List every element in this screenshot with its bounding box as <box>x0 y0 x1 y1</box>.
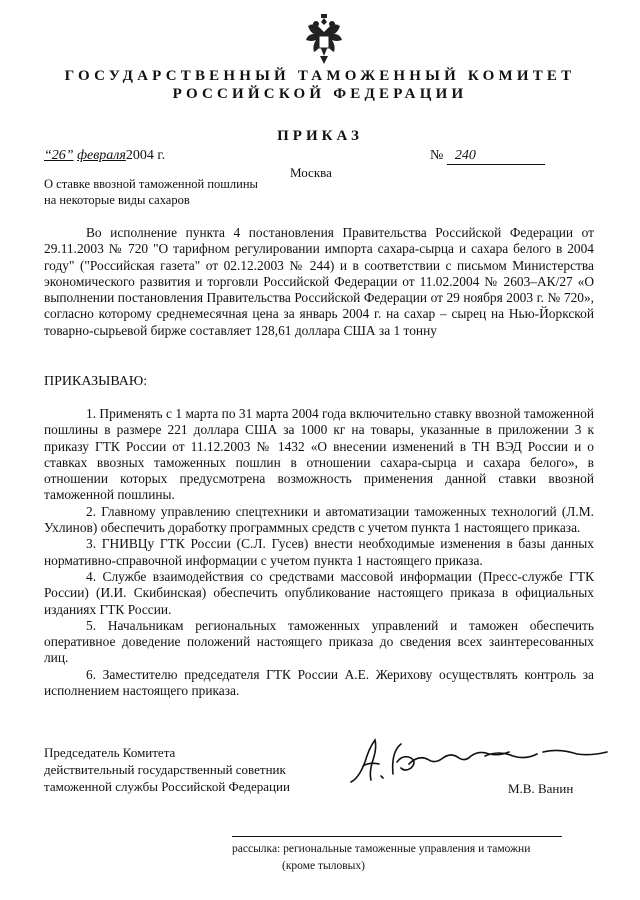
order-number <box>430 148 545 165</box>
order-date <box>44 148 165 164</box>
date-suffix: г. <box>157 148 166 163</box>
document-title: ПРИКАЗ <box>277 128 363 144</box>
order-item: 2. Главному управлению спецтехники и автоматизации таможенных технологий (Л.М. Ухлинов) обеспечить доработку программных средств с учетом пункта 1 настоящего приказа. <box>44 503 594 536</box>
divider <box>232 836 562 837</box>
signatory-line2: действительный государственный советник <box>44 762 286 777</box>
number-value: 240 <box>447 148 545 165</box>
distribution-line1: рассылка: региональные таможенные управления и таможни <box>232 843 531 855</box>
order-item: 5. Начальникам региональных таможенных управлений и таможен обеспечить оперативное доведение положений настоящего приказа до сведения всех заинтересованных лиц. <box>44 617 594 666</box>
emblem-icon <box>300 12 348 66</box>
distribution-line2: (кроме тыловых) <box>282 860 365 872</box>
date-year: 2004 <box>125 148 154 163</box>
number-label: № <box>430 148 444 163</box>
date-day: “26” <box>44 148 74 163</box>
city: Москва <box>290 165 332 180</box>
order-item: 6. Заместителю председателя ГТК России А.Е. Жерихову осуществлять контроль за исполнением настоящего приказа. <box>44 666 594 699</box>
date-month: февраля <box>77 148 126 163</box>
signatory-line1: Председатель Комитета <box>44 745 176 760</box>
order-item: 4. Службе взаимодействия со средствами массовой информации (Пресс-службе ГТК России) (И.И. Скибинская) обеспечить опубликование настоящего приказа в официальных изданиях ГТК России. <box>44 568 594 617</box>
signatory-name: М.В. Ванин <box>508 781 574 796</box>
order-word: ПРИКАЗЫВАЮ: <box>44 374 148 389</box>
order-item: 1. Применять с 1 марта по 31 марта 2004 года включительно ставку ввозной таможенной пошлины в размере 221 доллара США за 1000 кг на товары, указанные в приложении 3 к приказу ГТК России от 11.12.2003 № 1432 «О внесении изменений в ТН ВЭД России и о ставках ввозных таможенных пошлин в отношении сахара-сырца и сахара белого», в отношении которых предусмотрена возможность применения данной ставки ввозной таможенной пошлины. <box>44 406 594 503</box>
signatory-title <box>44 744 290 795</box>
org-name-line1: ГОСУДАРСТВЕННЫЙ ТАМОЖЕННЫЙ КОМИТЕТ <box>64 68 576 84</box>
org-name-line2: РОССИЙСКОЙ ФЕДЕРАЦИИ <box>172 86 468 102</box>
order-item: 3. ГНИВЦу ГТК России (С.Л. Гусев) внести необходимые изменения в базы данных нормативно-справочной информации с учетом пункта 1 настоящего приказа. <box>44 536 594 568</box>
signatory-line3: таможенной службы Российской Федерации <box>44 779 290 794</box>
preamble-paragraph: Во исполнение пункта 4 постановления Правительства Российской Федерации от 29.11.2003 № 720 "О тарифном регулировании импорта сахара-сырца и сахара белого в 2004 году" ("Российская газета" от 02.12.2003 № 244) и в соответствии с письмом Министерства экономического развития и торговли Российской Федерации от 11.02.2004 № 2603–АК/27 «О выполнении постановления Правительства Российской Федерации от 29 ноября 2003 г. № 720», согласно которому среднемесячная цена за январь 2004 г. на сахар – сырец на Нью-Йоркской товарно-сырьевой бирже составляет 128,61 доллара США за 1 тонну <box>44 225 594 338</box>
order-items <box>44 406 594 699</box>
order-subject <box>44 176 304 208</box>
subject-line2: на некоторые виды сахаров <box>44 193 190 207</box>
subject-line1: О ставке ввозной таможенной пошлины <box>44 177 258 191</box>
handwritten-signature-icon <box>345 730 615 790</box>
